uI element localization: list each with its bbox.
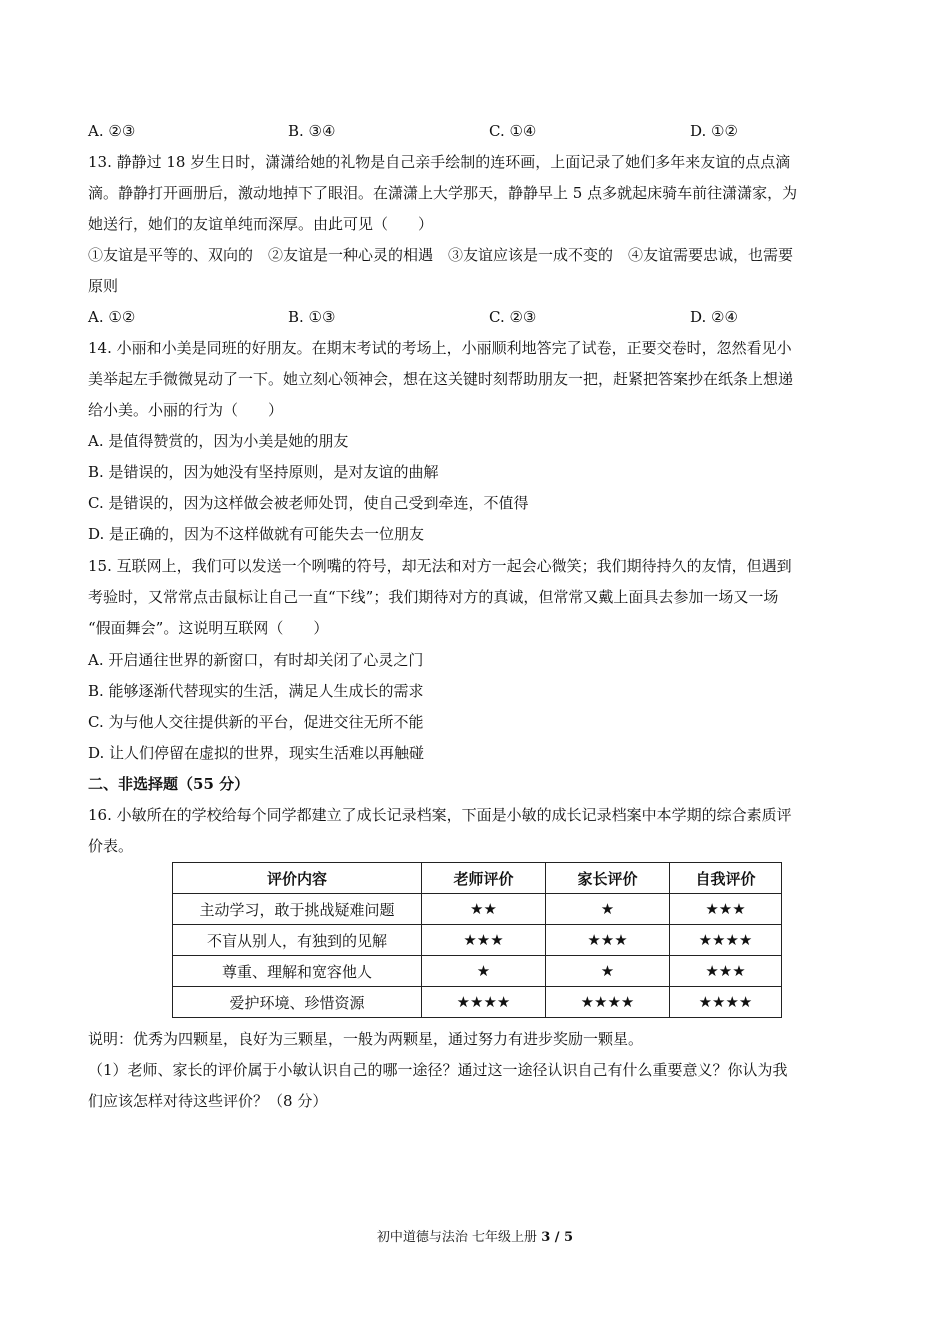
table-header: 老师评价 (422, 863, 546, 894)
q13-option-c: C. ②③ (489, 308, 537, 326)
q13-statements: ①友谊是平等的、双向的 ②友谊是一种心灵的相遇 ③友谊应该是一成不变的 ④友谊需要忠诚，也需要 (88, 246, 794, 264)
footer-course: 初中道德与法治 七年级上册 (376, 1230, 542, 1245)
table-note: 说明：优秀为四颗星，良好为三颗星，一般为两颗星，通过努力有进步奖励一颗星。 (88, 1030, 644, 1048)
q15-stem-line-3: “假面舞会”。这说明互联网（ ） (88, 619, 329, 637)
table-cell: 主动学习，敢于挑战疑难问题 (173, 894, 422, 925)
q15-stem-line-2: 考验时，又常常点击鼠标让自己一直“下线”；我们期待对方的真诚，但常常又戴上面具去参加一场又一场 (88, 588, 779, 606)
q12-option-d: D. ①② (690, 122, 738, 140)
q13-option-b: B. ①③ (288, 308, 336, 326)
q14-option-d: D. 是正确的，因为不这样做就有可能失去一位朋友 (88, 525, 425, 543)
q14-option-c: C. 是错误的，因为这样做会被老师处罚，使自己受到牵连，不值得 (88, 494, 529, 512)
star-rating: ★★★ (546, 925, 670, 956)
q13-stem-line-1: 13. 静静过 18 岁生日时，潇潇给她的礼物是自己亲手绘制的连环画，上面记录了她们多年来友谊的点点滴 (88, 153, 791, 171)
table-cell: 爱护环境、珍惜资源 (173, 987, 422, 1018)
star-rating: ★★★★ (546, 987, 670, 1018)
q13-option-a: A. ①② (88, 308, 136, 326)
star-rating: ★★★★ (670, 925, 782, 956)
table-row (173, 987, 782, 1018)
page-footer (0, 1226, 950, 1245)
q14-stem-line-2: 美举起左手微微晃动了一下。她立刻心领神会，想在这关键时刻帮助朋友一把，赶紧把答案抄在纸条上想递 (88, 370, 794, 388)
table-cell: 不盲从别人，有独到的见解 (173, 925, 422, 956)
table-header: 家长评价 (546, 863, 670, 894)
table-row (173, 956, 782, 987)
table-header-row (173, 863, 782, 894)
section-2-heading: 二、非选择题（55 分） (88, 775, 250, 793)
q15-option-c: C. 为与他人交往提供新的平台，促进交往无所不能 (88, 713, 424, 731)
star-rating: ★ (422, 956, 546, 987)
q16-stem-line-2: 价表。 (88, 837, 134, 855)
q16-sub1-line-2: 们应该怎样对待这些评价？（8 分） (88, 1092, 328, 1110)
star-rating: ★★ (422, 894, 546, 925)
table-header: 自我评价 (670, 863, 782, 894)
q12-option-c: C. ①④ (489, 122, 537, 140)
star-rating: ★★★ (670, 894, 782, 925)
table-row (173, 925, 782, 956)
q15-option-b: B. 能够逐渐代替现实的生活，满足人生成长的需求 (88, 682, 424, 700)
star-rating: ★ (546, 894, 670, 925)
q13-statements-cont: 原则 (88, 277, 119, 295)
q16-stem-line-1: 16. 小敏所在的学校给每个同学都建立了成长记录档案，下面是小敏的成长记录档案中本学期的综合素质评 (88, 806, 792, 824)
q15-option-a: A. 开启通往世界的新窗口，有时却关闭了心灵之门 (88, 651, 424, 669)
evaluation-table (172, 862, 782, 1018)
q16-sub1-line-1: （1）老师、家长的评价属于小敏认识自己的哪一途径？通过这一途径认识自己有什么重要意义？你认为我 (88, 1061, 788, 1079)
q13-stem-line-3: 她送行，她们的友谊单纯而深厚。由此可见（ ） (88, 215, 434, 233)
table-cell: 尊重、理解和宽容他人 (173, 956, 422, 987)
q15-stem-line-1: 15. 互联网上，我们可以发送一个咧嘴的符号，却无法和对方一起会心微笑；我们期待持久的友情，但遇到 (88, 557, 792, 575)
q13-options (88, 307, 864, 327)
q13-stem-line-2: 滴。静静打开画册后，激动地掉下了眼泪。在潇潇上大学那天，静静早上 5 点多就起床骑车前往潇潇家，为 (88, 184, 798, 202)
star-rating: ★★★★ (670, 987, 782, 1018)
star-rating: ★★★ (422, 925, 546, 956)
q14-option-b: B. 是错误的，因为她没有坚持原则，是对友谊的曲解 (88, 463, 439, 481)
q14-stem-line-1: 14. 小丽和小美是同班的好朋友。在期末考试的考场上，小丽顺利地答完了试卷，正要交卷时，忽然看见小 (88, 339, 792, 357)
table-row (173, 894, 782, 925)
q12-options (88, 121, 864, 141)
star-rating: ★★★★ (422, 987, 546, 1018)
table-header: 评价内容 (173, 863, 422, 894)
q14-option-a: A. 是值得赞赏的，因为小美是她的朋友 (88, 432, 349, 450)
page-number: 3 / 5 (541, 1230, 574, 1245)
q14-stem-line-3: 给小美。小丽的行为（ ） (88, 401, 284, 419)
star-rating: ★ (546, 956, 670, 987)
q15-option-d: D. 让人们停留在虚拟的世界，现实生活难以再触碰 (88, 744, 425, 762)
star-rating: ★★★ (670, 956, 782, 987)
q13-option-d: D. ②④ (690, 308, 738, 326)
q12-option-a: A. ②③ (88, 122, 136, 140)
q12-option-b: B. ③④ (288, 122, 336, 140)
